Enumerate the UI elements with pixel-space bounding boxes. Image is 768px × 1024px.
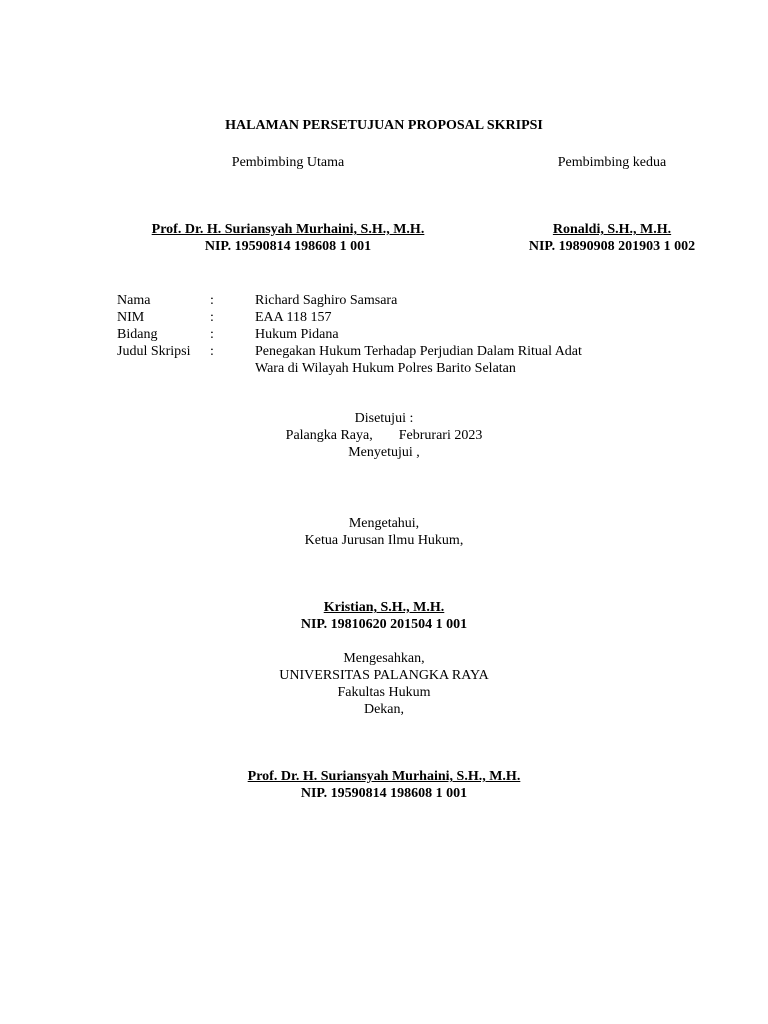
row-label: Nama (117, 293, 151, 308)
approved-label: Disetujui : (354, 411, 414, 426)
main-supervisor-name: Prof. Dr. H. Suriansyah Murhaini, S.H., M.H. (151, 222, 425, 237)
row-separator: : (210, 327, 214, 342)
main-supervisor-role: Pembimbing Utama (231, 155, 345, 170)
ratify-university: UNIVERSITAS PALANGKA RAYA (279, 668, 489, 683)
row-value: Hukum Pidana (255, 327, 339, 342)
place: Palangka Raya, (285, 428, 373, 443)
second-supervisor-nip: NIP. 19890908 201903 1 002 (528, 239, 696, 254)
row-value: EAA 118 157 (255, 310, 332, 325)
row-separator: : (210, 310, 214, 325)
row-separator: : (210, 344, 214, 359)
row-value: Wara di Wilayah Hukum Polres Barito Selatan (255, 361, 516, 376)
second-supervisor-name: Ronaldi, S.H., M.H. (552, 222, 672, 237)
row-label: Bidang (117, 327, 158, 342)
acknowledge-label: Mengetahui, (348, 516, 420, 531)
acknowledge-nip: NIP. 19810620 201504 1 001 (300, 617, 468, 632)
acknowledge-position: Ketua Jurusan Ilmu Hukum, (304, 533, 464, 548)
second-supervisor-role: Pembimbing kedua (557, 155, 667, 170)
ratify-position: Dekan, (363, 702, 405, 717)
ratify-name: Prof. Dr. H. Suriansyah Murhaini, S.H., M.H. (247, 769, 521, 784)
student-info-table (117, 292, 582, 377)
acknowledge-name: Kristian, S.H., M.H. (323, 600, 445, 615)
ratify-faculty: Fakultas Hukum (337, 685, 431, 700)
student-row-field (117, 326, 582, 343)
row-label: Judul Skripsi (117, 344, 191, 359)
place-date (0, 427, 768, 444)
student-row-thesis-title (117, 343, 582, 360)
row-label: NIM (117, 310, 145, 325)
ratify-block (0, 650, 768, 718)
student-row-name (117, 292, 582, 309)
acknowledge-signature (0, 599, 768, 633)
ratify-nip: NIP. 19590814 198608 1 001 (300, 786, 468, 801)
row-value: Penegakan Hukum Terhadap Perjudian Dalam Ritual Adat (255, 344, 582, 359)
date: Februrari 2023 (398, 428, 483, 443)
page-title: HALAMAN PERSETUJUAN PROPOSAL SKRIPSI (225, 118, 543, 133)
student-row-nim (117, 309, 582, 326)
acknowledge-block (0, 515, 768, 549)
student-row-thesis-title-cont (117, 360, 582, 377)
row-value: Richard Saghiro Samsara (255, 293, 398, 308)
main-supervisor-nip: NIP. 19590814 198608 1 001 (204, 239, 372, 254)
ratify-label: Mengesahkan, (343, 651, 425, 666)
ratify-signature (0, 768, 768, 802)
agree-label: Menyetujui , (348, 445, 420, 460)
approval-block (0, 410, 768, 461)
row-separator: : (210, 293, 214, 308)
